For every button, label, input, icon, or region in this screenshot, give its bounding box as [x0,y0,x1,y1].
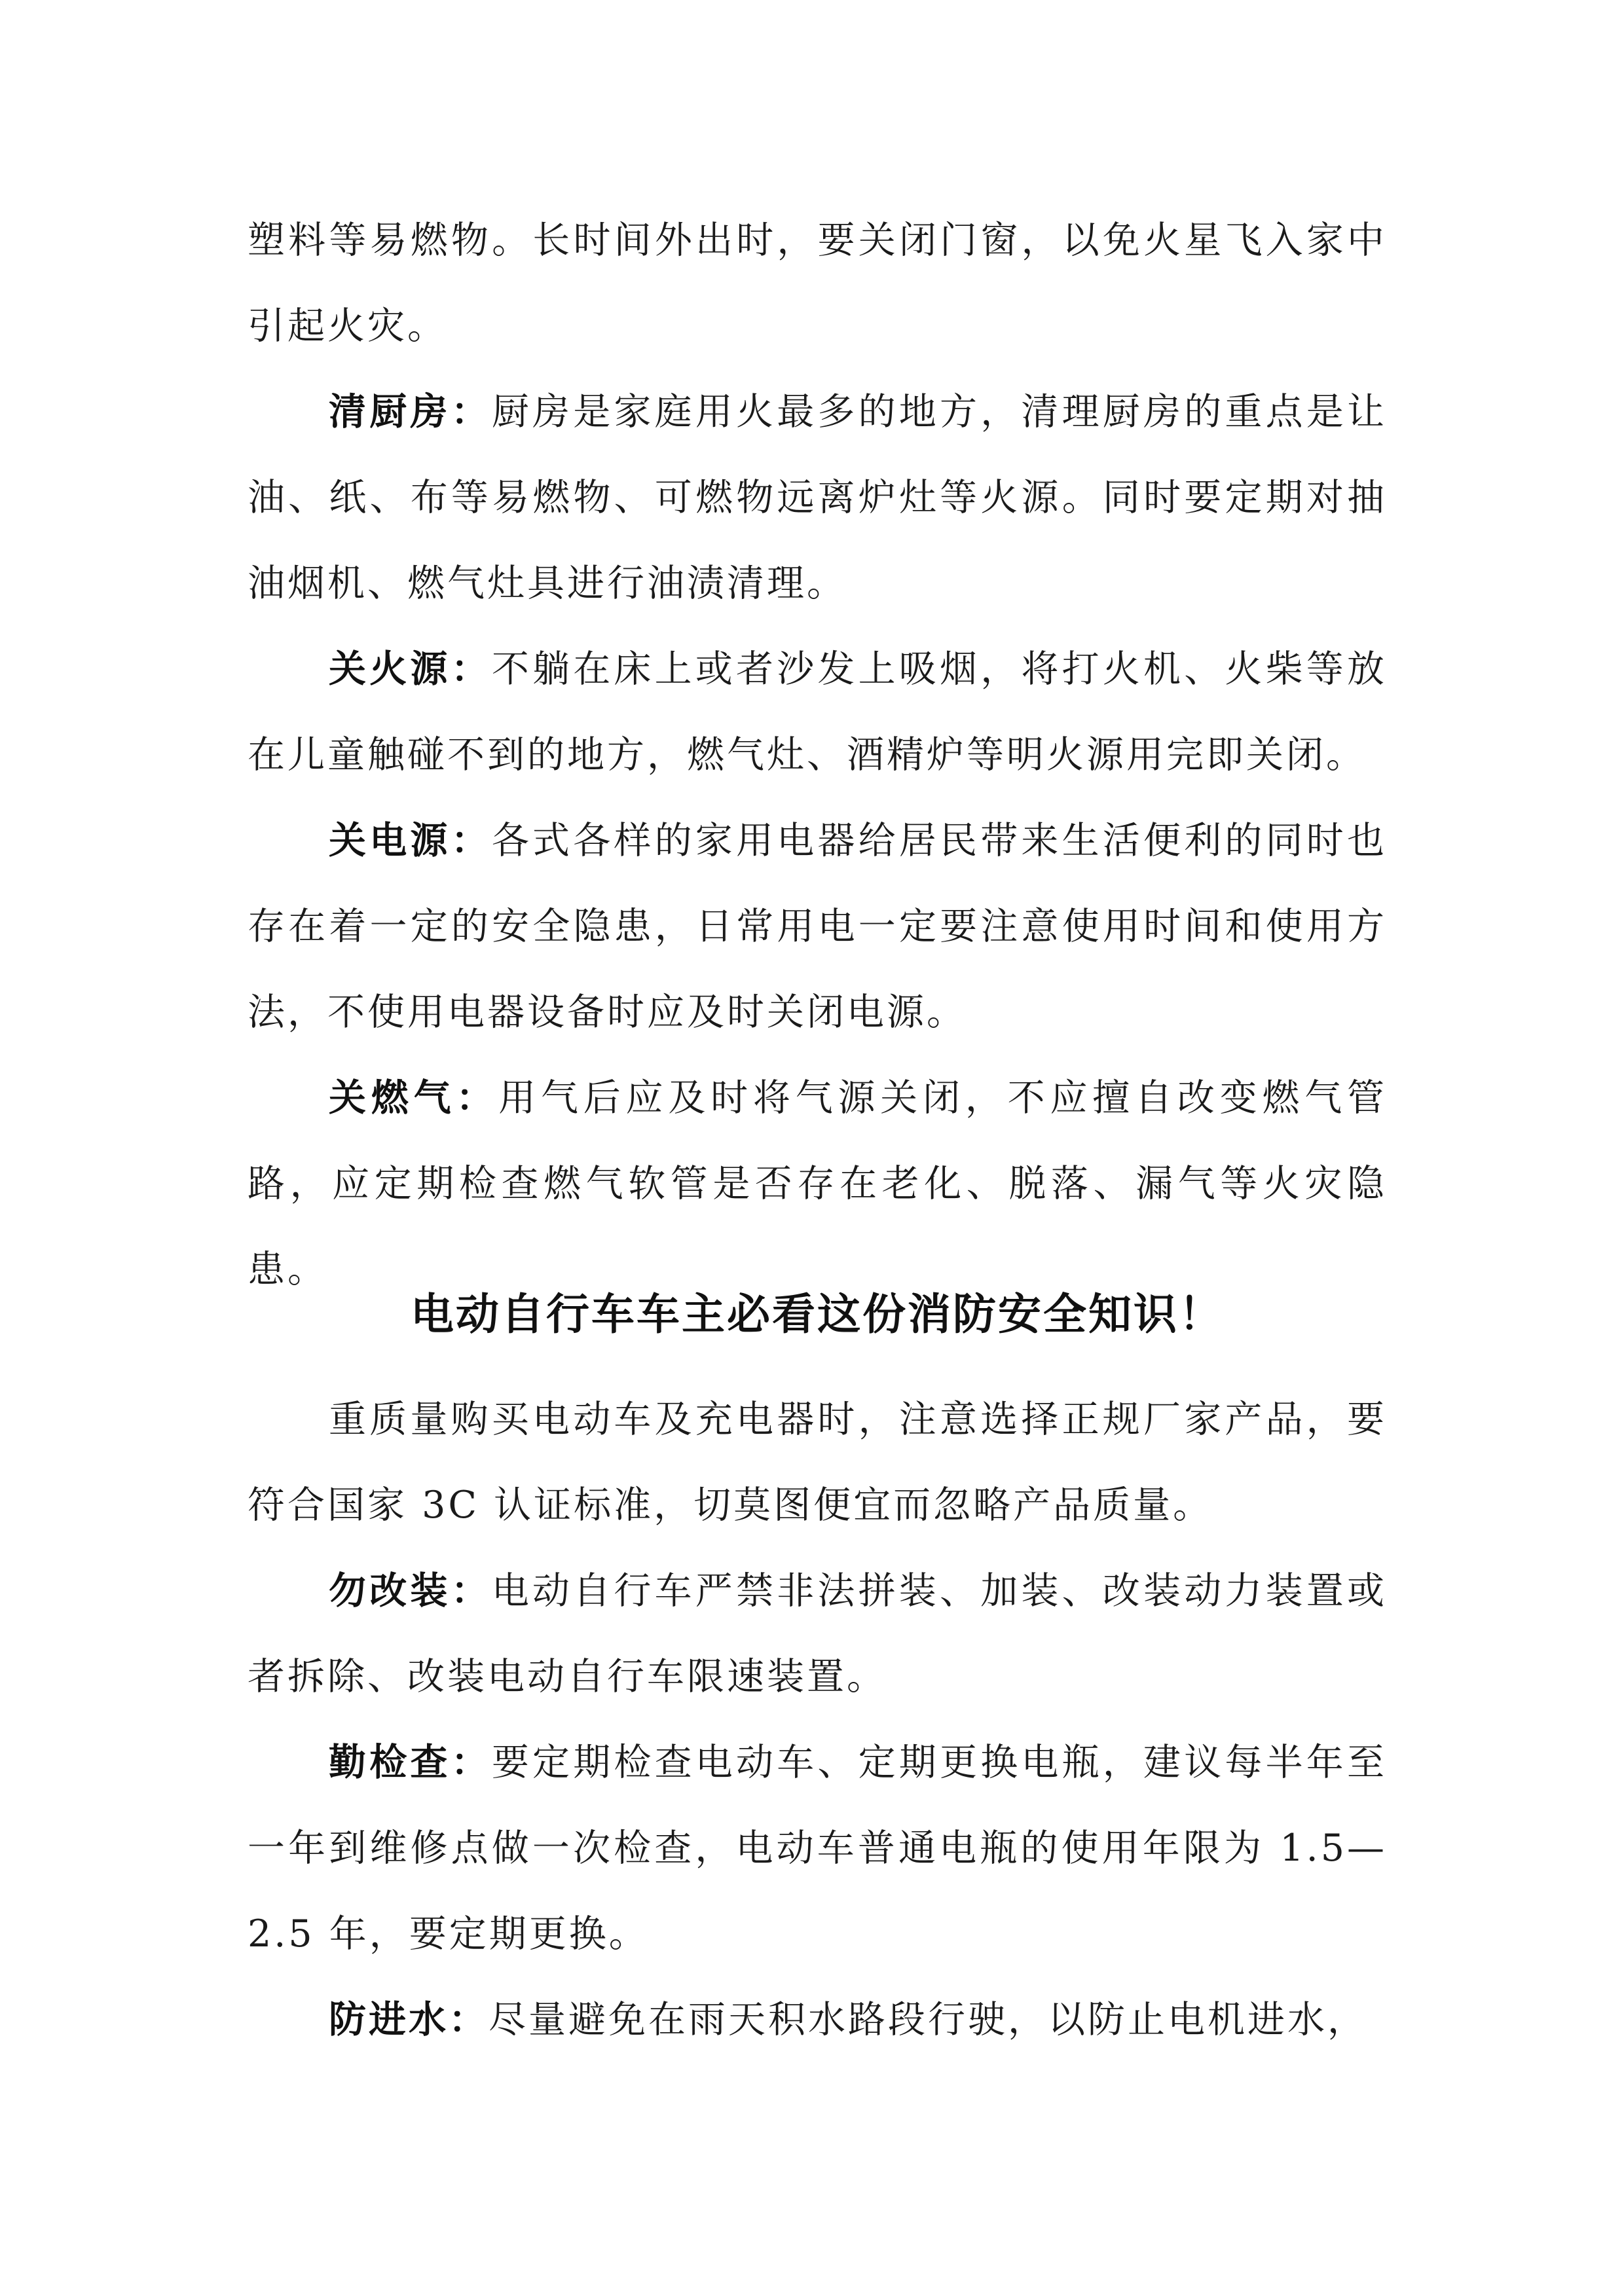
paragraph-text: 重质量购买电动车及充电器时，注意选择正规厂家产品，要符合国家 3C 认证标准，切莫图便宜而忽略产品质量。 [248,1398,1387,1527]
paragraph-lead: 防进水： [329,1998,489,2041]
paragraph-text: 各式各样的家用电器给居民带来生活便利的同时也存在着一定的安全隐患，日常用电一定要注意使用时间和使用方法，不使用电器设备时应及时关闭电源。 [248,819,1388,1034]
paragraph-text: 要定期检查电动车、定期更换电瓶，建议每半年至一年到维修点做一次检查，电动车普通电瓶的使用年限为 1.5—2.5 年，要定期更换。 [248,1741,1388,1956]
paragraph-regular-check [248,1720,1387,1977]
paragraph-no-modification [248,1548,1387,1720]
paragraph-turn-off-gas [248,1055,1387,1313]
paragraph-text: 用气后应及时将气源关闭，不应擅自改变燃气管路，应定期检查燃气软管是否存在老化、脱落、漏气等火灾隐患。 [248,1076,1388,1291]
paragraph-text: 不躺在床上或者沙发上吸烟，将打火机、火柴等放在儿童触碰不到的地方，燃气灶、酒精炉等明火源用完即关闭。 [248,647,1388,776]
paragraph-lead: 关燃气： [329,1076,499,1120]
paragraph-turn-off-power [248,798,1387,1055]
paragraph-lead: 勤检查： [329,1741,492,1784]
paragraph-text: 电动自行车严禁非法拼装、加装、改装动力装置或者拆除、改装电动自行车限速装置。 [248,1569,1388,1698]
paragraph-text: 塑料等易燃物。长时间外出时，要关闭门窗，以免火星飞入家中引起火灾。 [248,219,1387,348]
paragraph-text: 厨房是家庭用火最多的地方，清理厨房的重点是让油、纸、布等易燃物、可燃物远离炉灶等火源。同时要定期对抽油烟机、燃气灶具进行油渍清理。 [248,390,1388,605]
paragraph-quality [248,1377,1387,1548]
section-heading: 电动自行车车主必看这份消防安全知识！ [411,1289,1224,1339]
paragraph-lead: 勿改装： [329,1569,492,1613]
paragraph-lead: 关火源： [329,647,492,691]
paragraph-waterproof [248,1977,1387,2063]
paragraph-text: 尽量避免在雨天积水路段行驶，以防止电机进水， [489,1998,1367,2041]
paragraph-turn-off-fire [248,627,1387,798]
paragraph-clean-kitchen [248,369,1387,627]
paragraph-continuation [248,198,1387,369]
paragraph-lead: 清厨房： [329,390,492,433]
paragraph-lead: 关电源： [329,819,492,862]
